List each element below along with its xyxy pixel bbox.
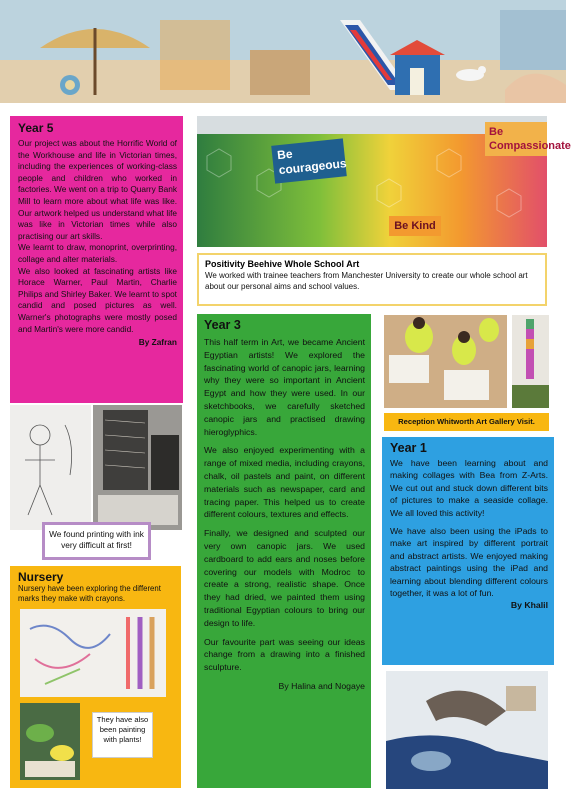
reception-art-image <box>512 315 549 408</box>
year5-paragraph: We learnt to draw, monoprint, overprinting, collage and alter materials. <box>18 242 177 264</box>
year5-panel <box>10 116 183 403</box>
year5-print-photo <box>93 405 182 530</box>
year3-signature: By Halina and Nogaye <box>278 680 365 691</box>
year1-panel <box>382 437 554 665</box>
nursery-crayon-image <box>20 609 166 697</box>
seaside-collage-image <box>0 0 566 103</box>
header-banner-collage <box>0 0 566 103</box>
seaside-collage-artwork <box>386 671 548 789</box>
year5-text <box>18 138 177 349</box>
seaside-collage-photo <box>386 671 548 789</box>
year1-paragraph: We have also been using the iPads to make art inspired by different portrait and abstract artists. We enjoyed making abstract paintings using the iPad and learning about blending different colours together, it was a lot of fun. <box>390 526 548 599</box>
reception-caption: Reception Whitworth Art Gallery Visit. <box>384 413 549 431</box>
positivity-caption-box <box>197 253 547 306</box>
year3-heading: Year 3 <box>204 318 241 332</box>
year5-paragraph: Our project was about the Horrific World of the Workhouse and life in Victorian times, including the experiences of working-class people and children who worked in factories. We went on a trip to Quarry Bank Mill to learn more about what life was like. Our artwork helped us understand what life was like in Victorian times while also practising our art skills. <box>18 138 177 241</box>
year1-text <box>390 457 548 612</box>
year3-paragraph: This half term in Art, we became Ancient Egyptian artists! We explored the fascinating world of canopic jars, learning why they were so important in Ancient Egypt and how they were used. In our sketchbooks, we carefully sketched canopic jars and practised drawing hieroglyphics. <box>204 337 365 437</box>
be-kind-sign <box>389 216 441 236</box>
be-compassionate-sign <box>485 122 571 156</box>
nursery-crayon-photo <box>20 609 166 697</box>
positivity-text: We worked with trainee teachers from Manchester University to create our whole school art about our personal aims and school values. <box>205 271 528 291</box>
nursery-text: Nursery have been exploring the different marks they make with crayons. <box>18 584 161 603</box>
positivity-heading: Positivity Beehive Whole School Art <box>205 259 360 269</box>
year5-signature: By Zafran <box>138 337 177 348</box>
nursery-plants-image <box>20 703 80 780</box>
year5-heading: Year 5 <box>18 121 54 135</box>
year5-print-image <box>93 405 182 530</box>
reception-visit-image <box>384 315 507 408</box>
printing-caption: We found printing with ink very difficult at first! <box>42 522 151 560</box>
be-kind-text: Be Kind <box>394 220 436 232</box>
year3-panel <box>197 314 371 788</box>
year5-drawing-image <box>10 405 91 530</box>
reception-art-photo <box>512 315 549 408</box>
year5-paragraph: We also looked at fascinating artists like Horace Warner, Paul Martin, Charlie Philips and Shirley Baker. We learnt to spot candid and posed pictures as well. Warner's photographs were mostly posed and Martin's were more candid. <box>18 265 177 334</box>
be-compassionate-text: Be Compassionate <box>489 126 571 152</box>
year1-signature: By Khalil <box>510 600 548 611</box>
reception-visit-photo <box>384 315 507 408</box>
year1-heading: Year 1 <box>390 441 427 455</box>
year1-paragraph: We have been learning about and making collages with Bea from Z-Arts. We cut out and stuck down different bits of pictures to make a seaside collage. We all loved this activity! <box>390 458 548 518</box>
beehive-art-photo <box>197 116 571 247</box>
nursery-heading: Nursery <box>18 570 64 584</box>
year5-drawing-photo <box>10 405 91 530</box>
year3-paragraph: Our favourite part was seeing our ideas change from a drawing into a finished sculpture. <box>204 636 365 673</box>
be-courageous-sign <box>271 138 347 183</box>
year3-paragraph: Finally, we designed and sculpted our very own canopic jars. We used cardboard to add ears and noses before covering our models with Modroc to create a strong, realistic shape. Once they had dried, we painted them using traditional Egyptian colours to bring our design to life. <box>204 528 365 628</box>
year3-paragraph: We also enjoyed experimenting with a range of mixed media, including crayons, chalk, oil pastels and paint, on different materials such as newspaper, card and tracing paper. This helped us to create different colours, textures and effects. <box>204 445 365 520</box>
be-courageous-text: Be courageous <box>276 146 348 178</box>
plants-caption: They have also been painting with plants! <box>92 712 153 758</box>
year3-text <box>204 336 365 693</box>
nursery-plants-photo <box>20 703 80 780</box>
